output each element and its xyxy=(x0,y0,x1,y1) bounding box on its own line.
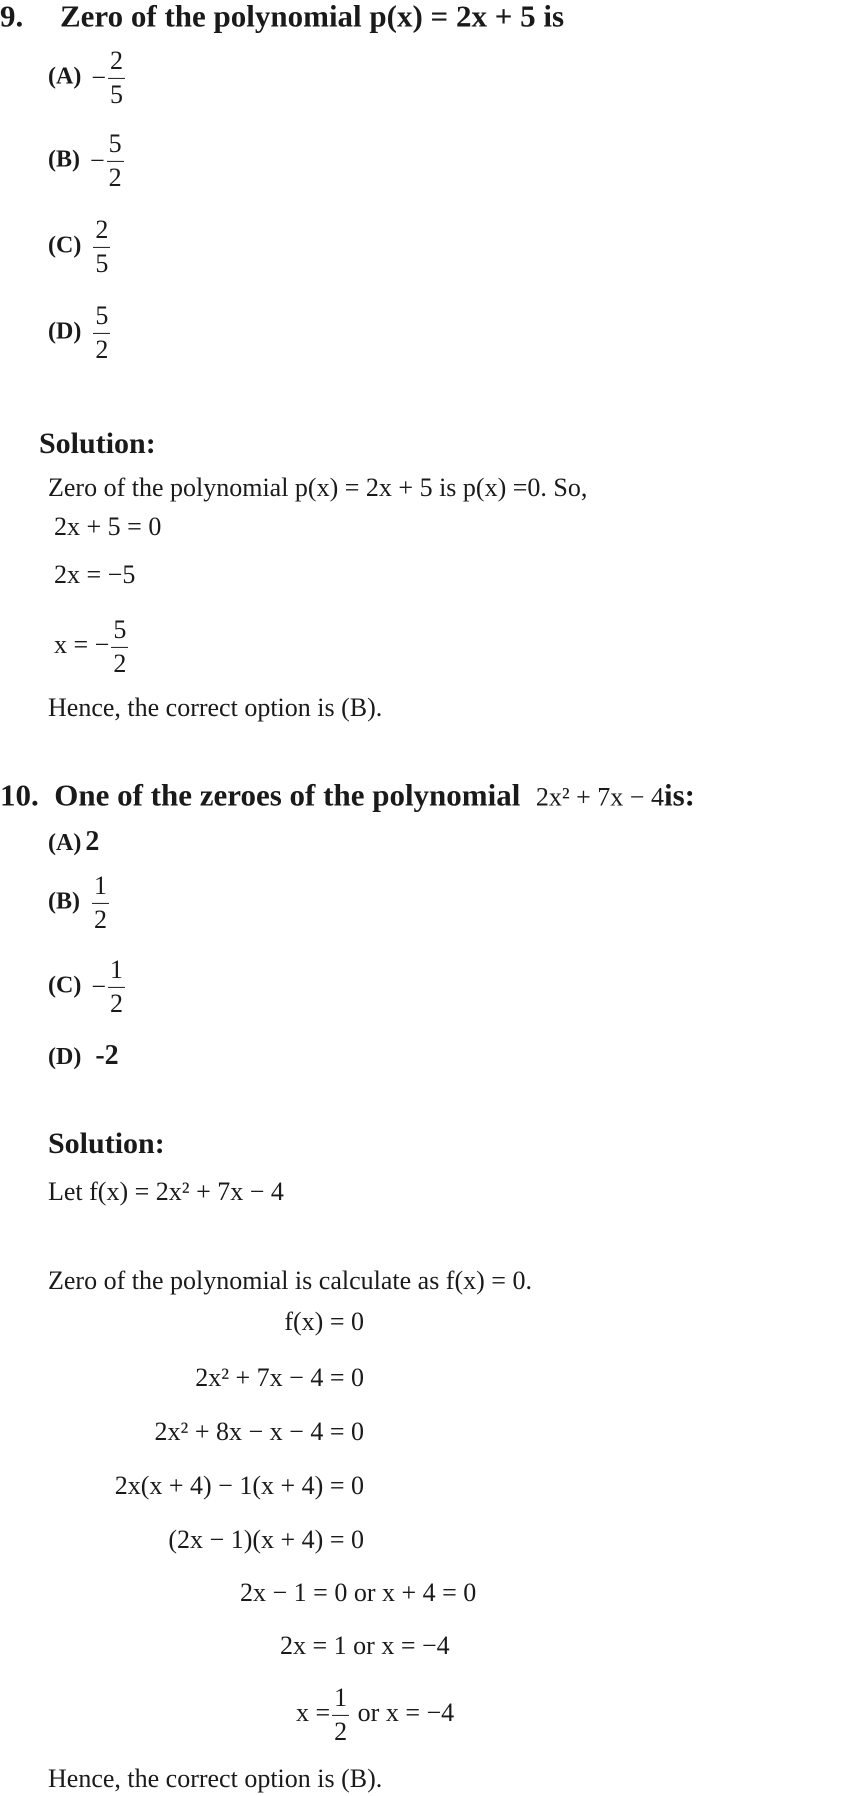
option-label: (A) xyxy=(48,63,82,90)
option-label: (A) xyxy=(48,830,82,856)
q9-conclusion: Hence, the correct option is (B). xyxy=(48,693,383,722)
option-label: (B) xyxy=(48,146,80,173)
option-label: (C) xyxy=(48,972,82,999)
question-math: 2x² + 7x − 4 xyxy=(535,782,664,812)
q9-option-a xyxy=(48,47,127,109)
option-fraction xyxy=(93,216,110,278)
option-value: 2 xyxy=(85,826,100,857)
option-sign: − xyxy=(90,146,105,175)
question-number: 10. xyxy=(0,777,39,813)
numerator: 1 xyxy=(332,1684,349,1716)
q10-let: Let f(x) = 2x² + 7x − 4 xyxy=(48,1177,284,1206)
final-fraction xyxy=(111,616,128,678)
option-value: -2 xyxy=(95,1040,119,1071)
final-lhs: x = xyxy=(296,1697,331,1727)
question-text: One of the zeroes of the polynomial xyxy=(54,777,521,813)
option-sign: − xyxy=(91,63,106,92)
numerator: 5 xyxy=(111,616,128,648)
denominator: 2 xyxy=(94,904,107,934)
q9-option-d xyxy=(48,302,112,364)
denominator: 2 xyxy=(110,988,123,1018)
option-label: (D) xyxy=(48,318,82,345)
numerator: 2 xyxy=(93,216,110,248)
question-end: is: xyxy=(663,777,695,813)
q9-final-step xyxy=(54,616,130,678)
question-9-title: Zero of the polynomial p(x) = 2x + 5 is xyxy=(60,0,565,34)
q10-final-step xyxy=(296,1684,454,1746)
numerator: 2 xyxy=(108,47,125,79)
q10-step-3: 2x² + 8x − x − 4 = 0 xyxy=(154,1417,364,1446)
numerator: 1 xyxy=(92,872,109,904)
option-fraction xyxy=(93,302,110,364)
final-fraction xyxy=(332,1684,349,1746)
option-fraction xyxy=(108,956,125,1018)
denominator: 2 xyxy=(95,334,109,364)
denominator: 2 xyxy=(108,162,122,192)
q9-option-c xyxy=(48,216,112,278)
option-fraction xyxy=(92,872,109,934)
q9-option-b xyxy=(48,130,126,192)
q10-step-2: 2x² + 7x − 4 = 0 xyxy=(195,1363,364,1392)
q10-step-4: 2x(x + 4) − 1(x + 4) = 0 xyxy=(114,1471,364,1500)
numerator: 5 xyxy=(107,130,124,162)
option-label: (C) xyxy=(48,232,82,259)
q10-conclusion: Hence, the correct option is (B). xyxy=(48,1764,383,1793)
q10-option-a xyxy=(48,828,99,856)
q10-step-1: f(x) = 0 xyxy=(284,1307,364,1336)
final-rhs: or x = −4 xyxy=(357,1697,455,1727)
denominator: 5 xyxy=(95,248,109,278)
option-label: (B) xyxy=(48,888,80,915)
q10-option-c xyxy=(48,956,127,1018)
option-fraction xyxy=(108,47,125,109)
question-9-number: 9. xyxy=(0,0,24,34)
q10-option-d xyxy=(48,1042,119,1070)
q9-step-2: 2x = −5 xyxy=(54,560,136,589)
question-10-title xyxy=(0,777,695,813)
denominator: 5 xyxy=(110,79,123,109)
q10-step-6: 2x − 1 = 0 or x + 4 = 0 xyxy=(240,1578,477,1607)
q10-option-b xyxy=(48,872,111,934)
q9-solution-heading: Solution: xyxy=(39,427,156,460)
q10-solution-intro: Zero of the polynomial is calculate as f(x) = 0. xyxy=(48,1266,532,1295)
q10-solution-heading: Solution: xyxy=(48,1127,165,1160)
q9-step-1: 2x + 5 = 0 xyxy=(54,512,162,541)
final-lhs: x = − xyxy=(54,629,110,659)
numerator: 5 xyxy=(93,302,110,334)
denominator: 2 xyxy=(334,1716,348,1746)
q9-solution-intro: Zero of the polynomial p(x) = 2x + 5 is p(x) =0. So, xyxy=(48,473,588,502)
option-sign: − xyxy=(91,972,106,1001)
option-fraction xyxy=(107,130,124,192)
numerator: 1 xyxy=(108,956,125,988)
option-label: (D) xyxy=(48,1044,82,1070)
q10-step-5: (2x − 1)(x + 4) = 0 xyxy=(168,1525,364,1554)
q10-step-7: 2x = 1 or x = −4 xyxy=(280,1631,450,1660)
denominator: 2 xyxy=(113,648,127,678)
